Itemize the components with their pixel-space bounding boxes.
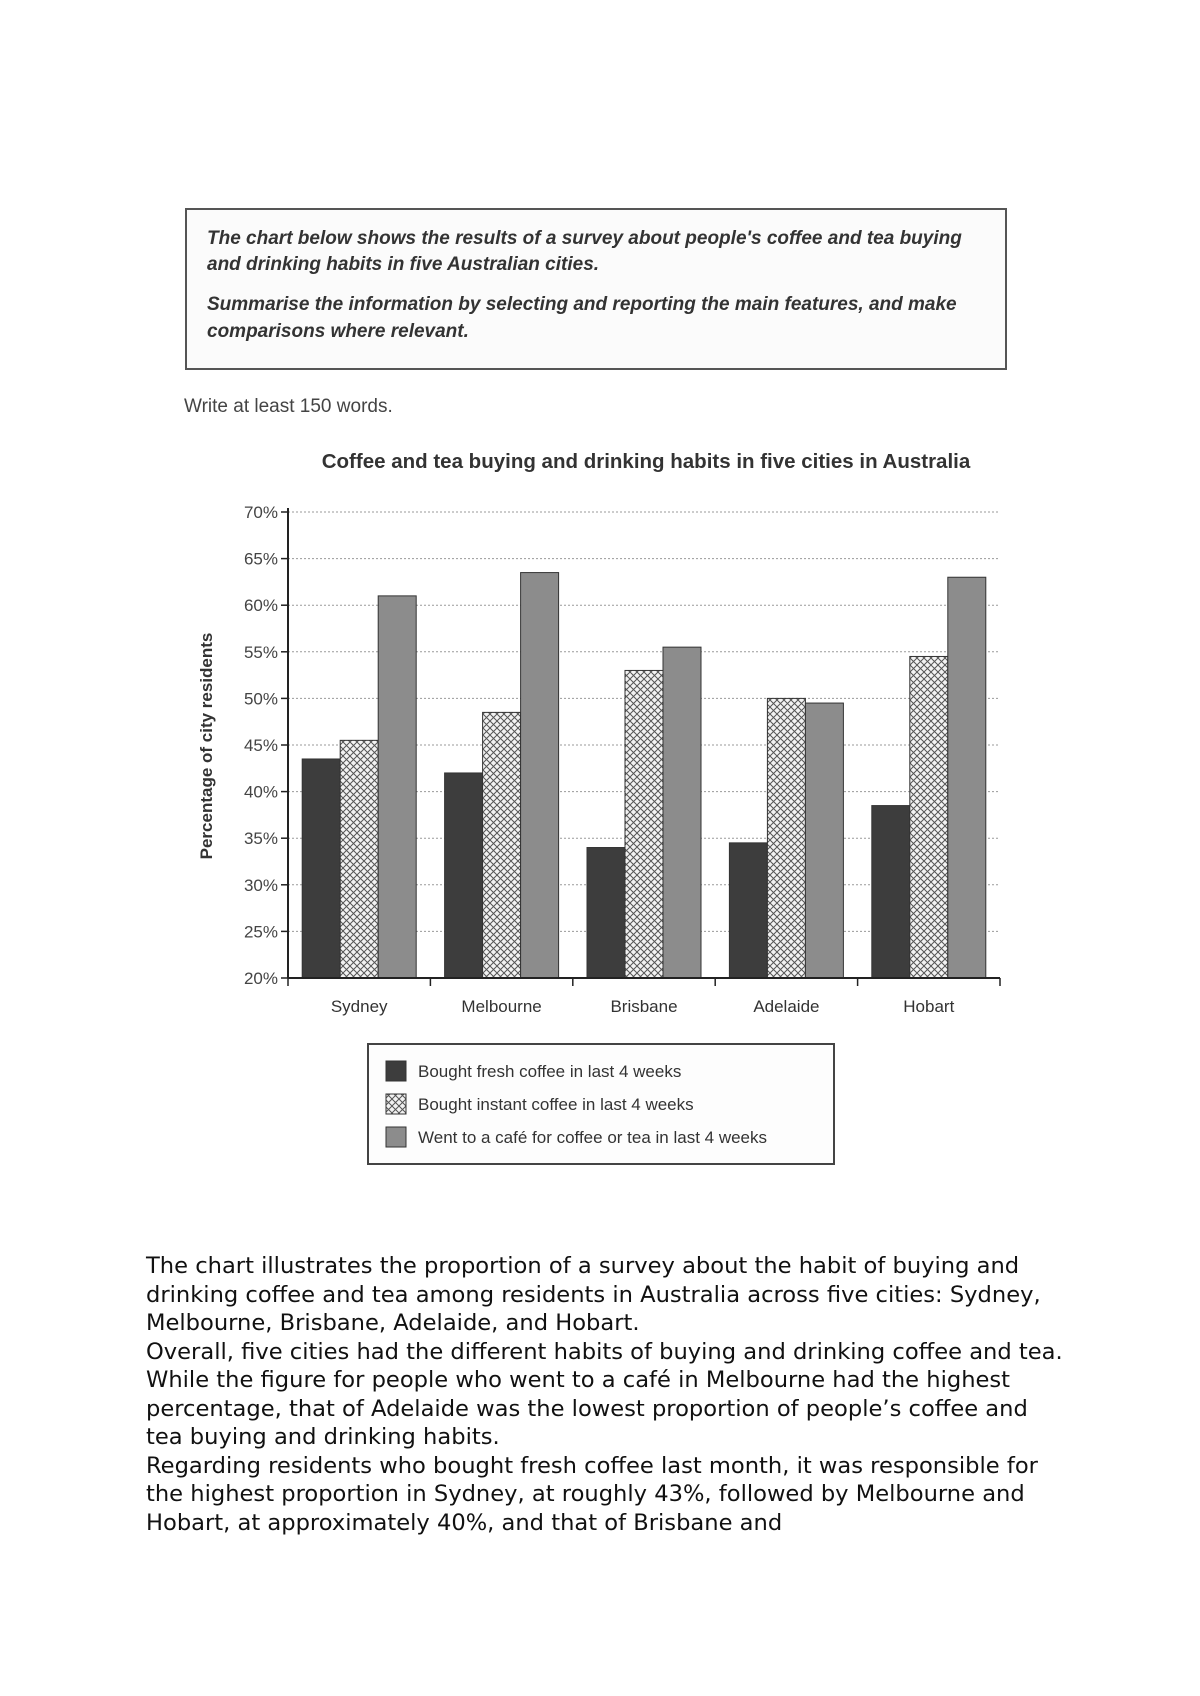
bar-fresh-coffee	[729, 843, 767, 978]
task-description: The chart below shows the results of a survey about people's coffee and tea buying and drinking habits in five Australian cities.	[207, 228, 962, 276]
essay-paragraph-1: The chart illustrates the proportion of a survey about the habit of buying and drinking coffee and tea among residents in Australia across five cities: Sydney, Melbourne, Brisbane, Adelaide, and Hobart.	[146, 1253, 1041, 1336]
y-tick-label: 30%	[243, 875, 278, 895]
legend-swatch-cafe	[386, 1127, 406, 1147]
legend-label: Went to a café for coffee or tea in last 4 weeks	[418, 1128, 768, 1147]
bar-fresh-coffee	[445, 773, 483, 978]
y-tick-label: 20%	[243, 969, 278, 988]
task-instruction: Summarise the information by selecting and reporting the main features, and make comparisons where relevant.	[207, 294, 957, 342]
essay	[146, 1252, 1066, 1537]
y-tick-label: 35%	[243, 829, 278, 849]
legend-swatch-fresh-coffee	[386, 1061, 406, 1081]
bar-cafe	[663, 647, 701, 978]
y-axis-ticks	[244, 503, 288, 988]
essay-paragraph-3: Regarding residents who bought fresh coffee last month, it was responsible for the highest proportion in Sydney, at roughly 43%, followed by Melbourne and Hobart, at approximately 40%, and that of Brisbane and	[146, 1452, 1038, 1536]
bar-fresh-coffee	[587, 848, 625, 978]
bar-cafe	[805, 703, 843, 978]
legend	[368, 1044, 834, 1164]
x-axis-labels	[331, 997, 955, 1016]
y-tick-label: 40%	[243, 782, 278, 802]
x-tick-label: Brisbane	[610, 997, 678, 1016]
legend-swatch-instant-coffee	[386, 1094, 406, 1114]
bar-instant-coffee	[625, 670, 663, 978]
bars	[302, 573, 986, 978]
essay-paragraph-2: Overall, five cities had the different habits of buying and drinking coffee and tea. While the figure for people who went to a café in Melbourne had the highest percentage, that of Adelaide was the lowest proportion of people’s coffee and tea buying and drinking habits.	[146, 1338, 1063, 1450]
chart-title: Coffee and tea buying and drinking habits in five cities in Australia	[321, 450, 971, 473]
bar-instant-coffee	[340, 740, 378, 978]
bar-fresh-coffee	[302, 759, 340, 978]
legend-label: Bought fresh coffee in last 4 weeks	[418, 1062, 682, 1081]
y-tick-label: 60%	[243, 596, 278, 616]
bar-cafe	[521, 573, 559, 978]
x-tick-label: Sydney	[330, 997, 388, 1016]
bar-cafe	[948, 577, 986, 978]
bar-cafe	[378, 596, 416, 978]
bar-instant-coffee	[910, 656, 948, 978]
y-tick-label: 25%	[243, 922, 278, 942]
y-tick-label: 65%	[243, 549, 278, 569]
word-count-instruction: Write at least 150 words.	[184, 396, 393, 417]
legend-label: Bought instant coffee in last 4 weeks	[418, 1095, 694, 1114]
y-tick-label: 50%	[243, 689, 278, 709]
bar-fresh-coffee	[872, 806, 910, 978]
x-tick-label: Hobart	[903, 997, 955, 1016]
bar-instant-coffee	[483, 712, 521, 978]
y-axis-label: Percentage of city residents	[197, 632, 216, 860]
x-tick-label: Melbourne	[461, 997, 542, 1016]
x-tick-label: Adelaide	[753, 997, 820, 1016]
y-tick-label: 45%	[243, 736, 278, 755]
y-tick-label: 70%	[243, 503, 278, 522]
y-tick-label: 55%	[243, 642, 278, 662]
bar-instant-coffee	[767, 698, 805, 978]
